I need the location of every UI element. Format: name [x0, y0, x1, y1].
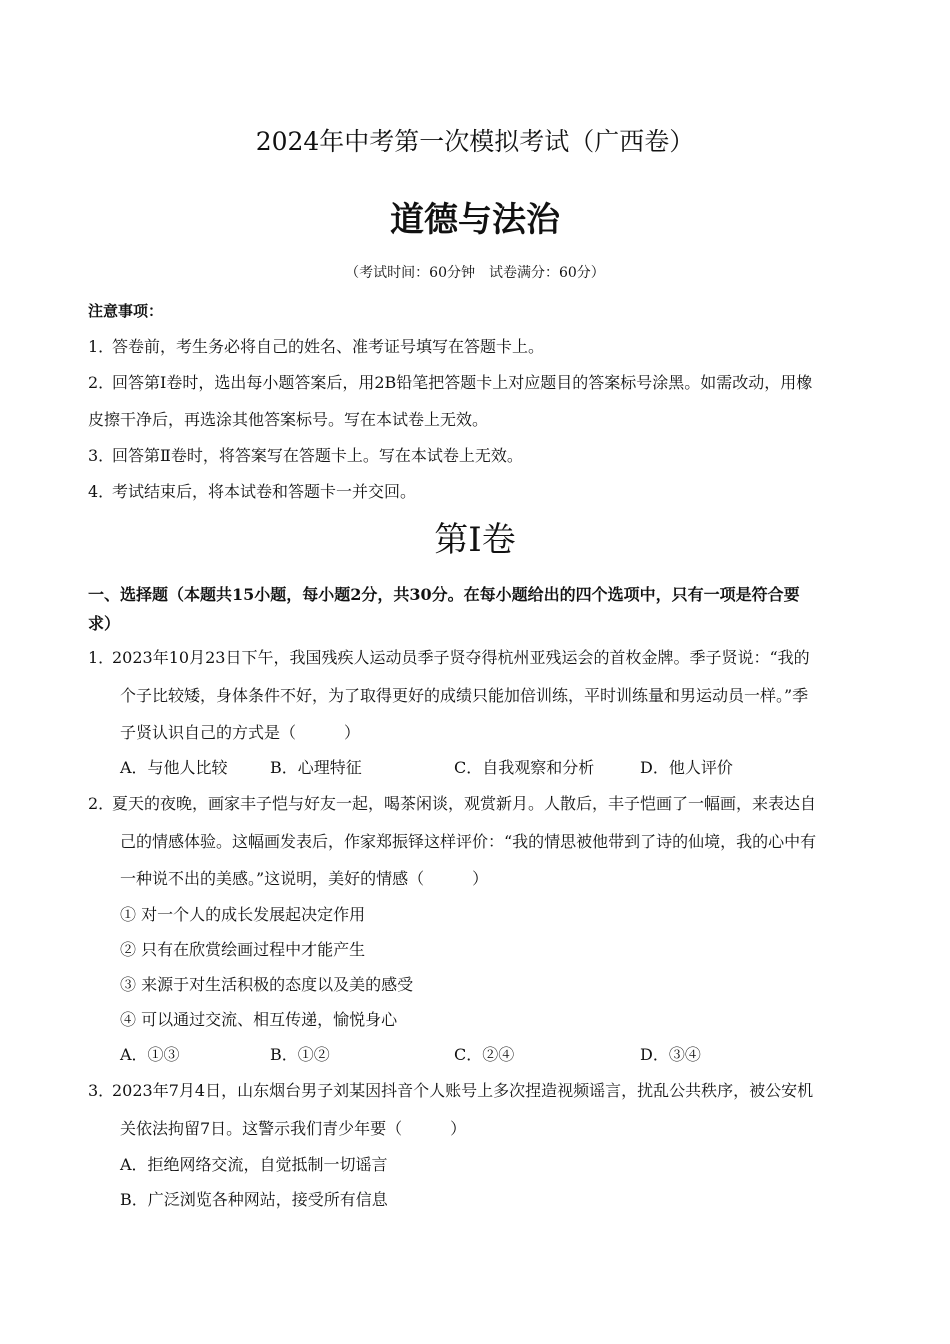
- note-1-number: 1．: [88, 337, 115, 356]
- notes-heading: 注意事项：: [88, 302, 164, 320]
- subject-title: 道德与法治: [390, 200, 560, 240]
- question-2-stem-line-3: 一种说不出的美感。”这说明，美好的情感（ ）: [120, 869, 489, 888]
- note-4-number: 4．: [88, 482, 115, 501]
- question-3-stem-line-2: 关依法拘留7日。这警示我们青少年要（ ）: [120, 1119, 467, 1138]
- exam-title: 2024年中考第一次模拟考试（广西卷）: [255, 127, 695, 156]
- question-2-option-d: D．③④: [640, 1045, 701, 1064]
- question-2-number: 2．: [88, 794, 115, 813]
- section-1-heading-line-2: 求）: [88, 614, 121, 633]
- note-2-text-line-2: 皮擦干净后，再选涂其他答案标号。写在本试卷上无效。: [88, 410, 489, 429]
- question-2-statement-4: ④ 可以通过交流、相互传递，愉悦身心: [120, 1010, 398, 1029]
- question-1-number: 1．: [88, 648, 115, 667]
- question-1-option-c: C．自我观察和分析: [454, 758, 595, 777]
- question-2-stem-line-1: 夏天的夜晚，画家丰子恺与好友一起，喝茶闲谈，观赏新月。人散后，丰子恺画了一幅画，来表达自: [112, 794, 817, 813]
- question-1-option-a: A．与他人比较: [120, 758, 228, 777]
- question-2-option-a: A．①③: [120, 1045, 180, 1064]
- question-1-option-b: B．心理特征: [270, 758, 362, 777]
- question-2-stem-line-2: 己的情感体验。这幅画发表后，作家郑振铎这样评价：“我的情思被他带到了诗的仙境，我的心中有: [120, 832, 817, 851]
- question-2-statement-3: ③ 来源于对生活积极的态度以及美的感受: [120, 975, 414, 994]
- question-2-option-c: C．②④: [454, 1045, 515, 1064]
- note-4-text: 考试结束后，将本试卷和答题卡一并交回。: [112, 482, 417, 501]
- question-3-stem-line-1: 2023年7月4日，山东烟台男子刘某因抖音个人账号上多次捏造视频谣言，扰乱公共秩序，被公安机: [112, 1081, 814, 1100]
- question-1-stem-line-1: 2023年10月23日下午，我国残疾人运动员季子贤夺得杭州亚残运会的首枚金牌。季子贤说：“我的: [112, 648, 810, 667]
- exam-time-info: （考试时间：60分钟 试卷满分：60分）: [345, 265, 605, 281]
- question-3-number: 3．: [88, 1081, 115, 1100]
- question-3-option-a: A．拒绝网络交流，自觉抵制一切谣言: [120, 1155, 388, 1174]
- question-2-option-b: B．①②: [270, 1045, 330, 1064]
- note-3-text: 回答第Ⅱ卷时，将答案写在答题卡上。写在本试卷上无效。: [112, 446, 523, 465]
- note-2-number: 2．: [88, 373, 115, 392]
- volume-title: 第Ⅰ卷: [434, 520, 516, 560]
- question-2-statement-2: ② 只有在欣赏绘画过程中才能产生: [120, 940, 366, 959]
- note-1-text: 答卷前，考生务必将自己的姓名、准考证号填写在答题卡上。: [112, 337, 545, 356]
- section-1-heading-line-1: 一、选择题（本题共15小题，每小题2分，共30分。在每小题给出的四个选项中，只有一项是符合要: [88, 585, 800, 604]
- question-3-option-b: B．广泛浏览各种网站，接受所有信息: [120, 1190, 388, 1209]
- question-1-stem-line-2: 个子比较矮，身体条件不好，为了取得更好的成绩只能加倍训练，平时训练量和男运动员一样。”季: [120, 686, 809, 705]
- question-2-statement-1: ① 对一个人的成长发展起决定作用: [120, 905, 366, 924]
- note-2-text-line-1: 回答第Ⅰ卷时，选出每小题答案后，用2B铅笔把答题卡上对应题目的答案标号涂黑。如需改动，用橡: [112, 373, 813, 392]
- question-1-option-d: D．他人评价: [640, 758, 733, 777]
- note-3-number: 3．: [88, 446, 115, 465]
- question-1-stem-line-3: 子贤认识自己的方式是（ ）: [120, 723, 361, 742]
